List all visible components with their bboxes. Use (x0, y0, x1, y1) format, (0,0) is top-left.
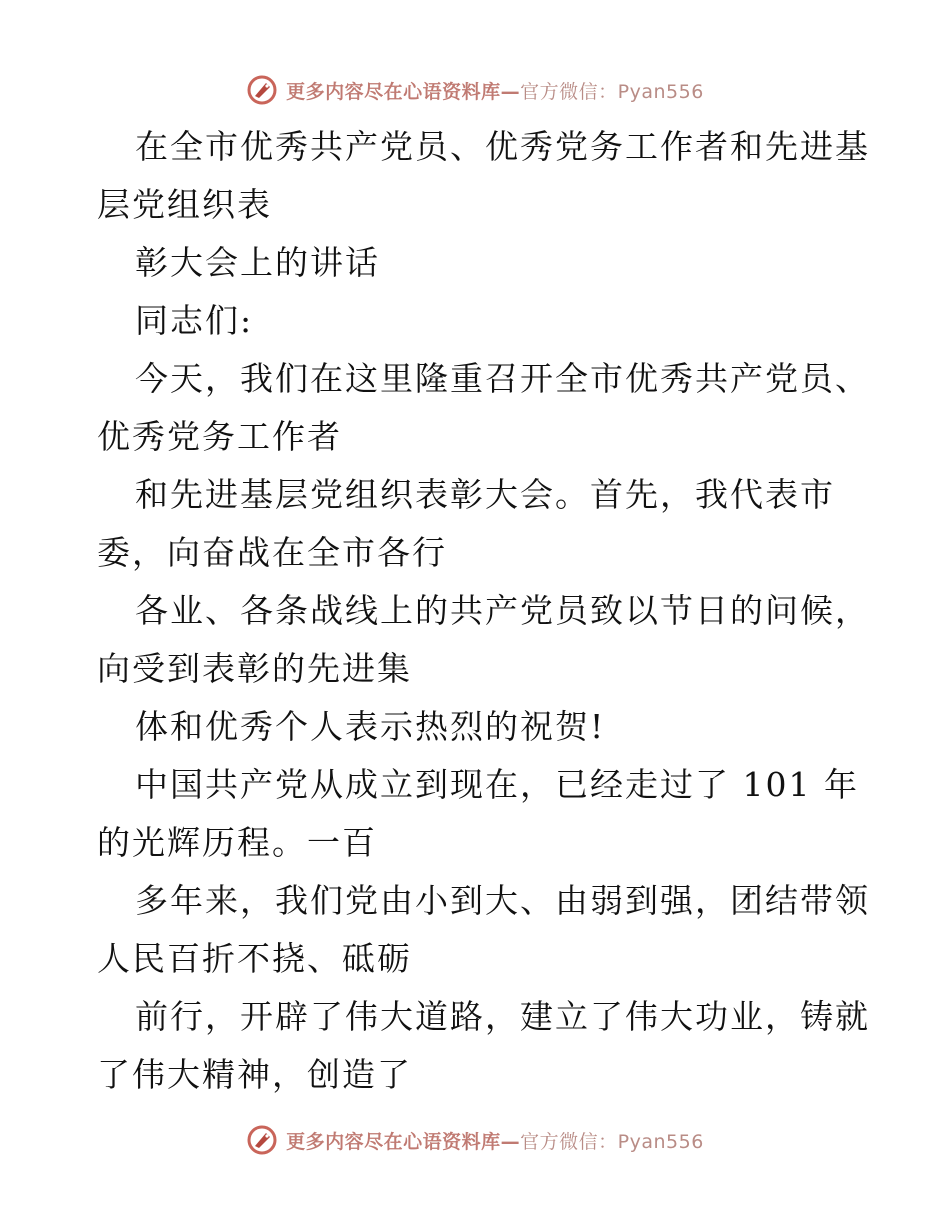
text-line: 彰大会上的讲话 (135, 243, 380, 282)
text-line: 各业、各条战线上的共产党员致以节日的问候， (135, 591, 870, 630)
text-line: 在全市优秀共产党员、优秀党务工作者和先进基 (135, 127, 870, 166)
document-body (97, 118, 870, 1104)
text-line: 优秀党务工作者 (97, 417, 342, 456)
text-line: 了伟大精神，创造了 (97, 1055, 412, 1094)
pen-nib-logo-icon (246, 74, 278, 106)
text-line: 多年来，我们党由小到大、由弱到强，团结带领 (135, 881, 870, 920)
text-line: 今天，我们在这里隆重召开全市优秀共产党员、 (135, 359, 870, 398)
text-line: 的光辉历程。一百 (97, 823, 377, 862)
text-line: 和先进基层党组织表彰大会。首先，我代表市 (135, 475, 835, 514)
text-line: 向受到表彰的先进集 (97, 649, 412, 688)
text-line: 层党组织表 (97, 185, 272, 224)
text-line: 人民百折不挠、砥砺 (97, 939, 412, 978)
watermark-separator: — (500, 80, 521, 103)
text-line: 前行，开辟了伟大道路，建立了伟大功业，铸就 (135, 997, 870, 1036)
header-watermark (0, 70, 950, 110)
watermark-wechat: 官方微信：Pyan556 (520, 1130, 704, 1153)
text-line: 中国共产党从成立到现在，已经走过了 101 年 (135, 765, 859, 804)
text-line: 同志们: (135, 301, 254, 340)
text-line: 委，向奋战在全市各行 (97, 533, 447, 572)
watermark-separator: — (500, 1130, 521, 1153)
footer-watermark (0, 1120, 950, 1160)
pen-nib-logo-icon (246, 1124, 278, 1156)
text-line: 体和优秀个人表示热烈的祝贺! (135, 707, 606, 746)
watermark-text (286, 77, 704, 104)
watermark-wechat: 官方微信：Pyan556 (520, 80, 704, 103)
watermark-brand: 更多内容尽在心语资料库 (286, 1130, 501, 1153)
watermark-text (286, 1127, 704, 1154)
watermark-brand: 更多内容尽在心语资料库 (286, 80, 501, 103)
